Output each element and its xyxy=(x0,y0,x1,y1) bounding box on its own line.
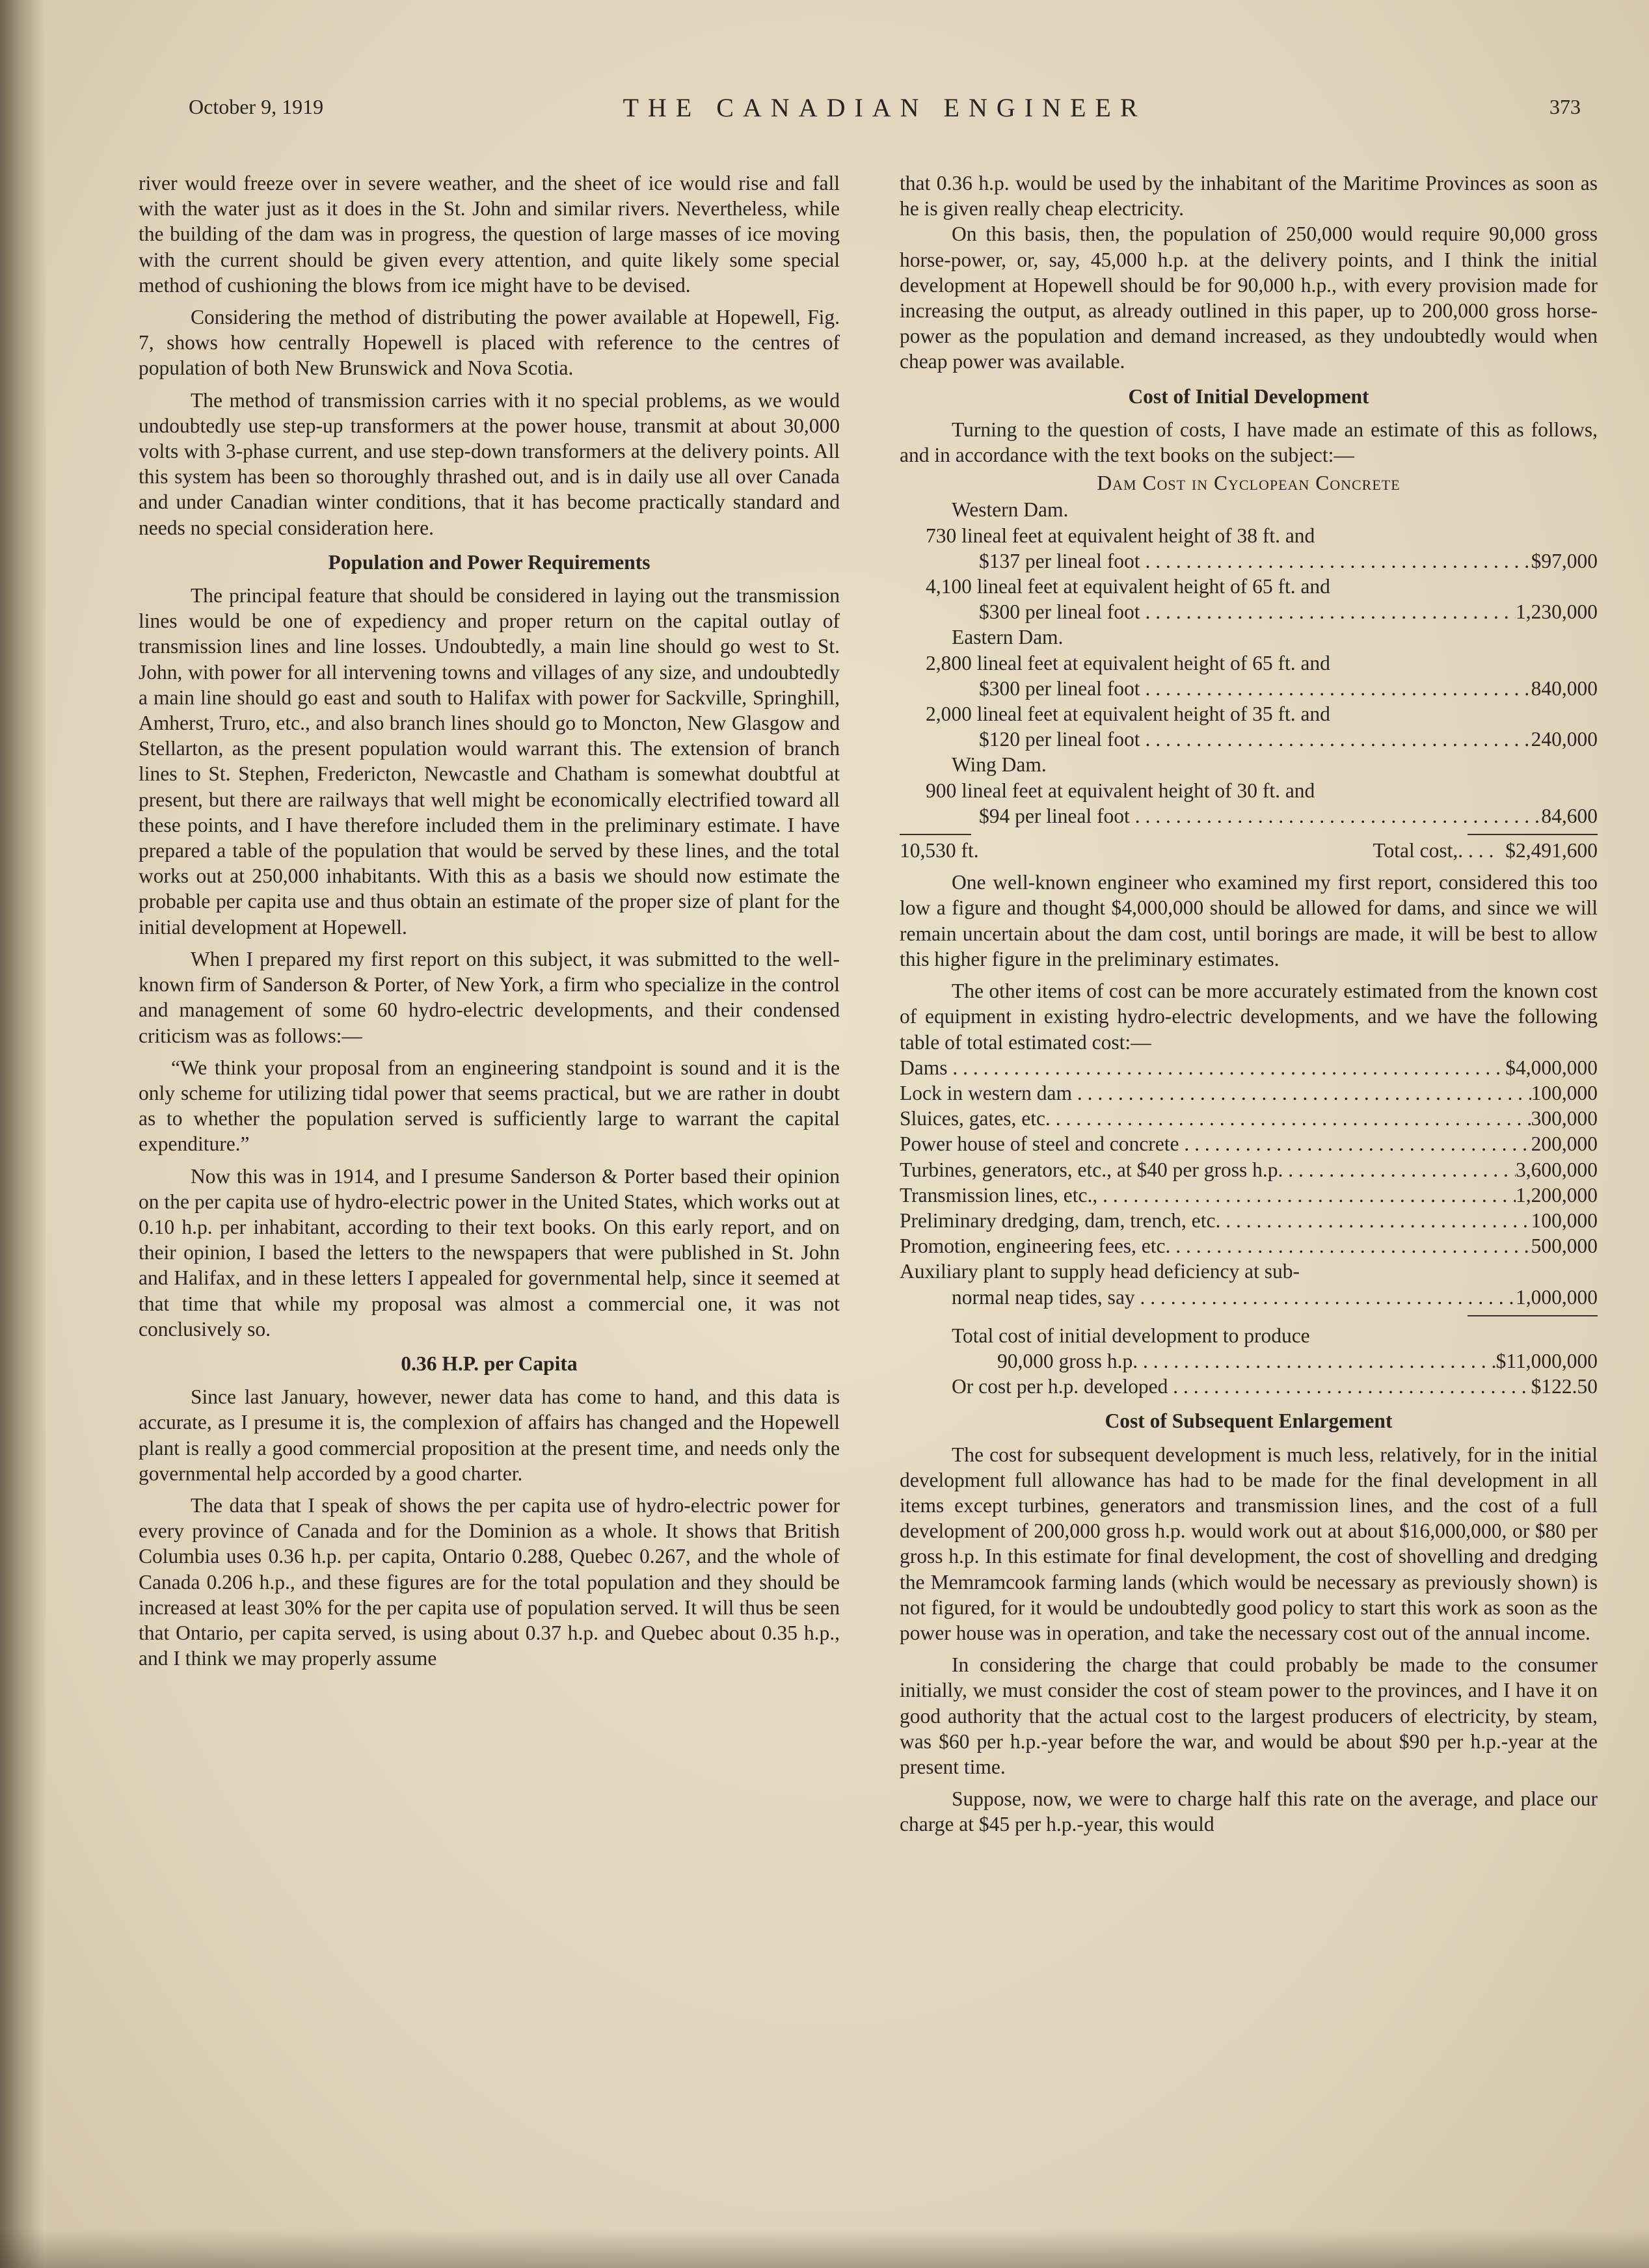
row-amount xyxy=(1516,599,1598,624)
paragraph: Turning to the question of costs, I have made an estimate of this as follows, and in accordance with the text books on the subject:— xyxy=(900,418,1598,467)
table-row xyxy=(900,1157,1598,1182)
paragraph: On this basis, then, the population of 250,000 would require 90,000 gross horse-power, or, say, 45,000 h.p. at the delivery points, and I think the initial development at Hopewell should be for 90,000 h.p., with every provision made for increasing the output, as already outlined in this paper, up to 200,000 gross horse-power as the population and demand increased, as they undoubtedly would when cheap power was available. xyxy=(900,222,1598,373)
row-description: $137 per lineal foot . . . xyxy=(979,548,1531,574)
row-value: 840,000 xyxy=(1531,676,1598,700)
row-description: $300 per lineal foot . . . xyxy=(979,599,1516,624)
row-amount xyxy=(1531,1131,1598,1156)
row-value: 100,000 xyxy=(1531,1081,1598,1104)
row-description: Preliminary dredging, dam, trench, etc. . . . xyxy=(900,1208,1531,1233)
binding-edge xyxy=(0,0,46,2268)
row-amount xyxy=(1531,1208,1598,1233)
right-column xyxy=(900,170,1598,1837)
row-value: 300,000 xyxy=(1531,1107,1598,1130)
row-value: 84,600 xyxy=(1541,804,1598,827)
paragraph: The method of transmission carries with it no special problems, as we would undoubtedly use step-up transformers at the power house, transmit at about 30,000 volts with 3-phase current, and use step-down transformers at the delivery points. All this system has been so thoroughly thrashed out, and is in daily use all over Canada and under Canadian winter conditions, that it has become practically standard and needs no special consideration here. xyxy=(139,388,840,539)
table-row xyxy=(900,778,1598,803)
row-value: 1,200,000 xyxy=(1516,1183,1598,1207)
row-value: $11,000,000 xyxy=(1495,1349,1598,1372)
paragraph: In considering the charge that could probably be made to the consumer initially, we must consider the cost of steam power to the provinces, and I have it on good authority that the actual cost to the largest producers of electricity, by steam, was $60 per h.p.-year before the war, and would be about $90 per h.p.-year at the present time. xyxy=(900,1653,1598,1778)
row-description: Power house of steel and concrete . . . xyxy=(900,1131,1531,1156)
table-row xyxy=(900,1348,1598,1374)
paragraph: The cost for subsequent development is much less, relatively, for in the initial development full allowance has had to be made for the final development in all items except turbines, generators and transmission lines, and the cost of a full development of 200,000 gross h.p. would work out at about $16,000,000, or $80 per gross h.p. In this estimate for final development, the cost of shovelling and dredging the Memramcook farming lands (which would be necessary as previously shown) is not figured, for it would be undoubtedly good policy to start this work as soon as the power house was in operation, and take the necessary cost out of the annual income. xyxy=(900,1443,1598,1644)
page-number: 373 xyxy=(1549,95,1581,118)
table-rule xyxy=(900,834,1598,835)
table-row xyxy=(900,1182,1598,1208)
row-description: 90,000 gross h.p. . . . xyxy=(997,1348,1496,1374)
row-value: 240,000 xyxy=(1531,728,1598,751)
row-description: Sluices, gates, etc. . . . xyxy=(900,1106,1531,1131)
table-row xyxy=(900,1080,1598,1106)
dollar-sign: $ xyxy=(1505,1056,1516,1079)
row-amount xyxy=(1531,676,1598,701)
journal-title: THE CANADIAN ENGINEER xyxy=(623,93,1147,122)
sum-rule xyxy=(1468,1315,1598,1316)
row-amount xyxy=(1531,1080,1598,1106)
row-amount xyxy=(1531,1233,1598,1259)
paragraph: river would freeze over in severe weather, and the sheet of ice would rise and fall with the water just as it does in the St. John and similar rivers. Nevertheless, while the building of the dam was in progress, the question of large masses of ice moving with the current should be given every attention, and quite likely some special method of cushioning the blows from ice might have to be devised. xyxy=(139,172,840,297)
section-heading: 0.36 H.P. per Capita xyxy=(401,1352,578,1375)
row-description: $300 per lineal foot . . . xyxy=(979,676,1531,701)
paragraph: Now this was in 1914, and I presume Sanderson & Porter based their opinion on the per capita use of hydro-electric power in the United States, which works out at 0.10 h.p. per inhabitant, according to their text books. On this early report, and on their opinion, I based the letters to the newspapers that were published in St. John and Halifax, and in these letters I appealed for governmental help, since it seemed at that time that while my proposal was almost a commercial one, it was not conclusively so. xyxy=(139,1164,840,1341)
row-description: normal neap tides, say . . . xyxy=(952,1285,1516,1310)
dam-cost-table xyxy=(900,497,1598,829)
row-description: Or cost per h.p. developed . . . xyxy=(952,1374,1531,1399)
row-description: 730 lineal feet at equivalent height of 38 ft. and xyxy=(926,524,1315,547)
paragraph: When I prepared my first report on this subject, it was submitted to the well-known firm of Sanderson & Porter, of New York, a firm who specialize in the control and management of some 60 hydro-electric developments, and their condensed criticism was as follows:— xyxy=(139,947,840,1047)
section-heading: Cost of Subsequent Enlargement xyxy=(1105,1409,1393,1433)
row-description: Turbines, generators, etc., at $40 per gross h.p. . . . xyxy=(900,1157,1516,1182)
table-row xyxy=(900,1323,1598,1348)
quoted-paragraph: “We think your proposal from an engineering standpoint is sound and it is the only scheme for utilizing tidal power that seems practical, but we are rather in doubt as to whether the population served is sufficiently large to warrant the capital expenditure.” xyxy=(139,1056,840,1156)
row-description: 2,000 lineal feet at equivalent height of 35 ft. and xyxy=(926,702,1330,726)
total-label: Total cost,. . . . xyxy=(1373,839,1494,862)
table-row xyxy=(900,701,1598,727)
row-description: $94 per lineal foot . . . xyxy=(979,803,1541,829)
left-column xyxy=(139,170,840,1671)
table-row xyxy=(900,1285,1598,1310)
total-feet: 10,530 ft. xyxy=(900,839,979,862)
table-section-label xyxy=(900,752,1598,777)
row-description: $120 per lineal foot . . . xyxy=(979,727,1531,752)
row-value: 97,000 xyxy=(1541,549,1598,572)
row-description: Total cost of initial development to produce xyxy=(952,1324,1310,1347)
paragraph: One well-known engineer who examined my first report, considered this too low a figure and thought $4,000,000 should be allowed for dams, and since we will remain uncertain about the dam cost, until borings are made, it will be best to allow this higher figure in the preliminary estimates. xyxy=(900,871,1598,970)
section-label: Western Dam. xyxy=(952,498,1069,522)
table-row xyxy=(900,548,1598,574)
table-row xyxy=(900,727,1598,752)
paragraph: Since last January, however, newer data has come to hand, and this data is accurate, as I presume it is, the complexion of affairs has changed and the Hopewell plant is really a good commercial proposition at the present time, and needs only the governmental help accorded by a good charter. xyxy=(139,1385,840,1485)
section-label: Eastern Dam. xyxy=(952,626,1064,649)
row-description: Dams . . . xyxy=(900,1055,1505,1080)
table-row xyxy=(900,523,1598,548)
row-value: 500,000 xyxy=(1531,1234,1598,1258)
paragraph: Considering the method of distributing the power available at Hopewell, Fig. 7, shows how centrally Hopewell is placed with reference to the centres of population of both New Brunswick and Nova Scotia. xyxy=(139,306,840,380)
issue-date: October 9, 1919 xyxy=(189,95,324,118)
table-row xyxy=(900,574,1598,599)
estimated-cost-table xyxy=(900,1055,1598,1259)
table-row xyxy=(900,650,1598,676)
table-section-label xyxy=(900,497,1598,522)
section-heading: Cost of Initial Development xyxy=(1128,384,1369,408)
row-amount xyxy=(1516,1182,1598,1208)
row-description: 4,100 lineal feet at equivalent height of 65 ft. and xyxy=(926,575,1330,598)
total-value: $2,491,600 xyxy=(1505,839,1598,862)
dam-total-row xyxy=(900,838,1598,863)
table-row xyxy=(900,1131,1598,1156)
row-amount xyxy=(1531,727,1598,752)
row-description: Auxiliary plant to supply head deficiency at sub- xyxy=(900,1260,1300,1283)
paragraph: The data that I speak of shows the per capita use of hydro-electric power for every province of Canada and for the Dominion as a whole. It shows that British Columbia uses 0.36 h.p. per capita, Ontario 0.288, Quebec 0.267, and the whole of Canada 0.206 h.p., and these figures are for the total population and they should be increased at least 30% for the per capita use of population served. It will thus be seen that Ontario, per capita served, is using about 0.37 h.p. and Quebec about 0.35 h.p., and I think we may properly assume xyxy=(139,1493,840,1670)
section-label: Wing Dam. xyxy=(952,753,1047,777)
row-amount xyxy=(1531,548,1598,574)
dollar-sign: $ xyxy=(1531,549,1542,572)
row-amount xyxy=(1541,803,1598,829)
table-row xyxy=(900,1208,1598,1233)
row-description: Promotion, engineering fees, etc. . . . xyxy=(900,1233,1531,1259)
table-row: Or cost per h.p. developed . . . $122.50 xyxy=(900,1374,1598,1399)
running-header xyxy=(189,95,1581,127)
row-value: 3,600,000 xyxy=(1516,1158,1598,1181)
row-amount xyxy=(1505,1055,1598,1080)
table-row xyxy=(900,676,1598,701)
row-value: 1,000,000 xyxy=(1516,1285,1598,1309)
row-description: 2,800 lineal feet at equivalent height of 65 ft. and xyxy=(926,651,1330,674)
paragraph: Suppose, now, we were to charge half this rate on the average, and place our charge at $45 per h.p.-year, this would xyxy=(900,1787,1598,1836)
table-row xyxy=(900,1055,1598,1080)
paragraph: The other items of cost can be more accurately estimated from the known cost of equipment in existing hydro-electric developments, and we have the following table of total estimated cost:— xyxy=(900,980,1598,1054)
paragraph: The principal feature that should be considered in laying out the transmission lines would be one of expediency and proper return on the capital outlay of transmission lines and line losses. Undoubtedly, a main line should go west to St. John, with power for all intervening towns and villages of any size, and undoubtedly a main line should go east and south to Halifax with power for Sackville, Springhill, Amherst, Truro, etc., and also branch lines should go to Moncton, New Glasgow and Stellarton, as the present population would warrant this. The extension of branch lines to St. Stephen, Fredericton, Newcastle and Chatham is somewhat doubtful at present, but there are railways that well might be economically electrified toward all these points, and I have therefore included them in the preliminary estimate. I have prepared a table of the population that would be served by these lines, and the total works out at 250,000 inhabitants. With this as a basis we should now estimate the probable per capita use and thus obtain an estimate of the proper size of plant for the initial development at Hopewell. xyxy=(139,584,840,939)
section-heading: Population and Power Requirements xyxy=(328,550,650,574)
row-amount xyxy=(1516,1157,1598,1182)
row-description: Lock in western dam . . . xyxy=(900,1080,1531,1106)
row-value: 4,000,000 xyxy=(1516,1056,1598,1079)
table-row xyxy=(900,599,1598,624)
row-amount xyxy=(1531,1106,1598,1131)
table-row xyxy=(900,1106,1598,1131)
page-bottom-shadow xyxy=(0,2229,1649,2268)
row-value: 1,230,000 xyxy=(1516,600,1598,624)
row-value: 100,000 xyxy=(1531,1208,1598,1232)
table-row xyxy=(900,1233,1598,1259)
table-row xyxy=(900,1259,1598,1284)
row-value: 122.50 xyxy=(1541,1375,1598,1398)
table-title: Dam Cost in Cyclopean Concrete xyxy=(1097,472,1401,495)
row-description: 900 lineal feet at equivalent height of 30 ft. and xyxy=(926,779,1315,802)
paragraph: that 0.36 h.p. would be used by the inhabitant of the Maritime Provinces as soon as he is given really cheap electricity. xyxy=(900,172,1598,220)
row-description: Transmission lines, etc., . . . xyxy=(900,1182,1516,1208)
table-row xyxy=(900,803,1598,829)
row-value: 200,000 xyxy=(1531,1132,1598,1156)
table-section-label xyxy=(900,624,1598,650)
